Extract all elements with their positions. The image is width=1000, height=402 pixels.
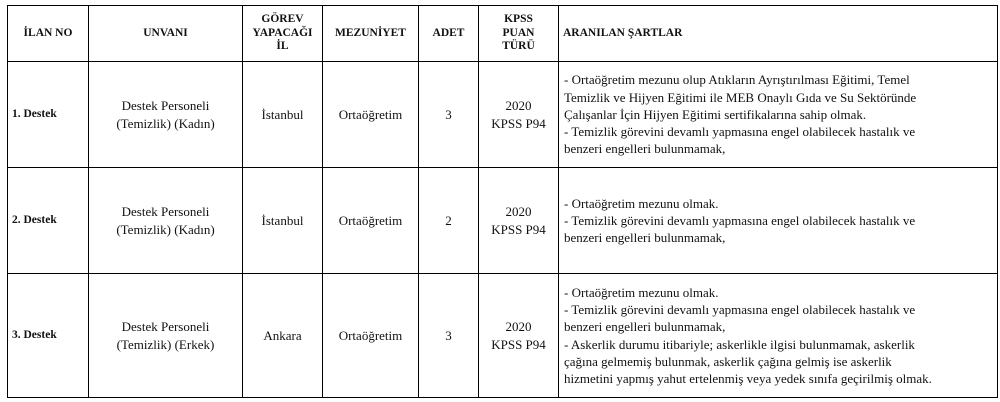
header-mezuniyet: MEZUNİYET	[323, 6, 419, 62]
requirement-line: - Askerlik durumu itibariyle; askerlikle ilgisi bulunmamak, askerlik	[564, 336, 915, 352]
table-row	[8, 62, 998, 168]
header-gorev-il	[243, 6, 323, 62]
header-ilan-no: İLAN NO	[8, 6, 89, 62]
unvan-line: (Temizlik) (Erkek)	[116, 336, 215, 352]
ilan-no-cell: 1. Destek	[8, 62, 89, 168]
table-header-row	[8, 6, 998, 62]
requirement-line: benzeri engelleri bulunmamak,	[564, 230, 726, 246]
il-cell: İstanbul	[243, 168, 323, 274]
unvan-line: Destek Personeli	[121, 98, 210, 114]
unvan-line: Destek Personeli	[121, 319, 210, 335]
requirement-line: - Temizlik görevini devamlı yapmasına engel olabilecek hastalık ve	[564, 212, 916, 228]
unvan-line: (Temizlik) (Kadın)	[116, 221, 215, 237]
requirement-line: hizmetini yapmış yahut ertelenmiş veya yedek sınıfa geçirilmiş olmak.	[564, 371, 932, 387]
kpss-year: 2020	[505, 319, 532, 335]
header-kpss-line1: KPSS	[504, 13, 533, 26]
kpss-year: 2020	[505, 204, 532, 220]
ilan-no-cell: 2. Destek	[8, 168, 89, 274]
adet-cell: 2	[419, 168, 479, 274]
requirements-cell	[559, 62, 998, 168]
requirements-cell	[559, 168, 998, 274]
kpss-type: KPSS P94	[491, 221, 546, 237]
job-listing-table	[7, 5, 998, 398]
unvan-cell	[89, 168, 243, 274]
mezuniyet-cell: Ortaöğretim	[323, 62, 419, 168]
kpss-type: KPSS P94	[491, 336, 546, 352]
kpss-year: 2020	[505, 98, 532, 114]
requirement-line: - Ortaöğretim mezunu olup Atıkların Ayrıştırılması Eğitimi, Temel	[564, 72, 910, 88]
requirements-cell	[559, 274, 998, 398]
header-adet: ADET	[419, 6, 479, 62]
ilan-no-cell: 3. Destek	[8, 274, 89, 398]
unvan-line: (Temizlik) (Kadın)	[116, 115, 215, 131]
header-kpss-line2: PUAN	[502, 26, 535, 39]
kpss-cell	[479, 168, 559, 274]
header-gorev-line2: YAPACAĞI İL	[252, 26, 313, 53]
header-kpss-line3: TÜRÜ	[502, 40, 535, 53]
requirement-line: çağına gelmemiş bulunmak, askerlik çağına gelmiş ise askerlik	[564, 353, 892, 369]
kpss-type: KPSS P94	[491, 115, 546, 131]
requirement-line: - Ortaöğretim mezunu olmak.	[564, 284, 719, 300]
kpss-cell	[479, 274, 559, 398]
header-kpss	[479, 6, 559, 62]
table-row	[8, 168, 998, 274]
requirement-line: - Ortaöğretim mezunu olmak.	[564, 195, 719, 211]
table-row	[8, 274, 998, 398]
unvan-cell	[89, 62, 243, 168]
kpss-cell	[479, 62, 559, 168]
il-cell: İstanbul	[243, 62, 323, 168]
requirement-line: benzeri engelleri bulunmamak,	[564, 319, 726, 335]
mezuniyet-cell: Ortaöğretim	[323, 168, 419, 274]
adet-cell: 3	[419, 62, 479, 168]
requirement-line: Temizlik ve Hijyen Eğitimi ile MEB Onaylı Gıda ve Su Sektöründe	[564, 89, 917, 105]
header-sartlar: ARANILAN ŞARTLAR	[559, 6, 998, 62]
mezuniyet-cell: Ortaöğretim	[323, 274, 419, 398]
header-gorev-line1: GÖREV	[261, 13, 304, 26]
adet-cell: 3	[419, 274, 479, 398]
unvan-cell	[89, 274, 243, 398]
requirement-line: Çalışanlar İçin Hijyen Eğitimi sertifikalarına sahip olmak.	[564, 106, 867, 122]
requirement-line: - Temizlik görevini devamlı yapmasına engel olabilecek hastalık ve	[564, 124, 916, 140]
header-unvani: UNVANI	[89, 6, 243, 62]
requirement-line: - Temizlik görevini devamlı yapmasına engel olabilecek hastalık ve	[564, 301, 916, 317]
requirement-line: benzeri engelleri bulunmamak,	[564, 141, 726, 157]
unvan-line: Destek Personeli	[121, 204, 210, 220]
il-cell: Ankara	[243, 274, 323, 398]
